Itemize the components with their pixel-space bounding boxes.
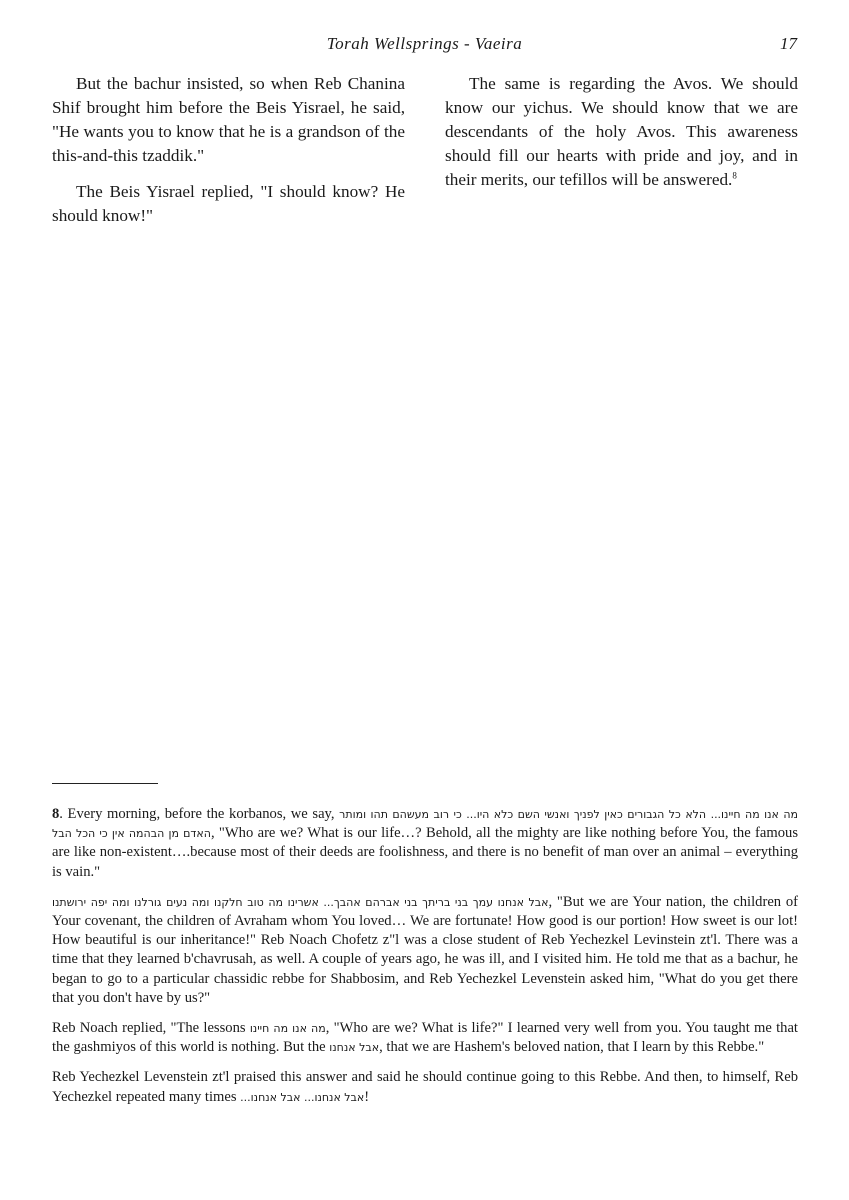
running-header — [52, 34, 797, 58]
right-column — [445, 72, 798, 240]
footnote-paragraph — [52, 805, 798, 882]
hebrew-quote: אבל אנחנו — [329, 1041, 380, 1055]
header-title: Torah Wellsprings - Vaeira — [326, 34, 523, 53]
footnote-separator — [52, 783, 158, 784]
footnote-text: Reb Yechezkel Levenstein zt'l praised this answer and said he should continue going to this Rebbe. And then, to himself, Reb Yechezkel repeated many times — [52, 1069, 798, 1105]
footnote-number: 8 — [52, 806, 60, 822]
footnote-paragraph — [52, 1068, 798, 1106]
hebrew-quote: אבל אנחנו עמך בני בריתך בני אברהם אהבך... אשרינו מה טוב חלקנו ומה נעים גורלנו ומה יפה ירושתנו — [52, 895, 549, 909]
footnote-text: , "Who are we? What is our life…? Behold, all the mighty are like nothing before You, the famous are like non-existent….because most of their deeds are foolishness, and there is no benefit of man over an animal – everything is vain." — [52, 825, 799, 880]
hebrew-quote: מה אנו מה חיינו — [249, 1022, 326, 1036]
body-paragraph: But the bachur insisted, so when Reb Chanina Shif brought him before the Beis Yisrael, he said, "He wants you to know that he is a grandson of the this-and-this tzaddik." — [52, 74, 405, 165]
body-paragraph-text: The same is regarding the Avos. We should know our yichus. We should know that we are descendants of the holy Avos. This awareness should fill our hearts with pride and joy, and in their merits, our tefillos will be answered. — [445, 74, 798, 189]
footnote-reference[interactable]: 8 — [732, 170, 737, 181]
footnote-text: . Every morning, before the korbanos, we say, — [59, 806, 340, 822]
hebrew-quote: אבל אנחנו... אבל אנחנו... — [240, 1090, 365, 1104]
footnote-paragraph — [52, 893, 798, 1008]
footnote-text: , "Who are we? What is life?" I learned very well from you. You taught me that the gashmiyos of this world is nothing. But the — [52, 1020, 798, 1056]
footnotes — [52, 805, 798, 1118]
footnote-text: , "But we are Your nation, the children of Your covenant, the children of Avraham whom You loved… We are fortunate! How good is our portion! How sweet is our lot! How beautiful is our inheritance!" Reb Noach Chofetz z"l was a close student of Reb Yechezkel Levinstein zt'l. There was a time that they learned b'chavrusah, as well. A couple of years ago, he was ill, and I visited him. He told me that as a bachur, he began to go to a particular chassidic rebbe for Shabbosim, and Reb Yechezkel Levenstein asked him, "What do you get there that you don't have by us?" — [52, 893, 799, 1006]
footnote-text: , that we are Hashem's beloved nation, that I learn by this Rebbe." — [379, 1039, 765, 1056]
hebrew-quote: מה אנו מה חיינו... הלא כל הגבורים כאין לפניך ואנשי השם כלא היו... כי רוב מעשהם תהו ומותר האדם מן הבהמה אין כי הכל הבל — [52, 808, 798, 841]
footnote-text: Reb Noach replied, "The lessons — [52, 1020, 250, 1037]
footnote-text: ! — [364, 1088, 370, 1105]
body-paragraph — [445, 72, 798, 192]
footnote-paragraph — [52, 1019, 798, 1057]
body-paragraph: The Beis Yisrael replied, "I should know? He should know!" — [52, 182, 405, 225]
left-column — [52, 72, 405, 240]
body-columns — [52, 72, 798, 240]
page-number: 17 — [780, 34, 797, 53]
